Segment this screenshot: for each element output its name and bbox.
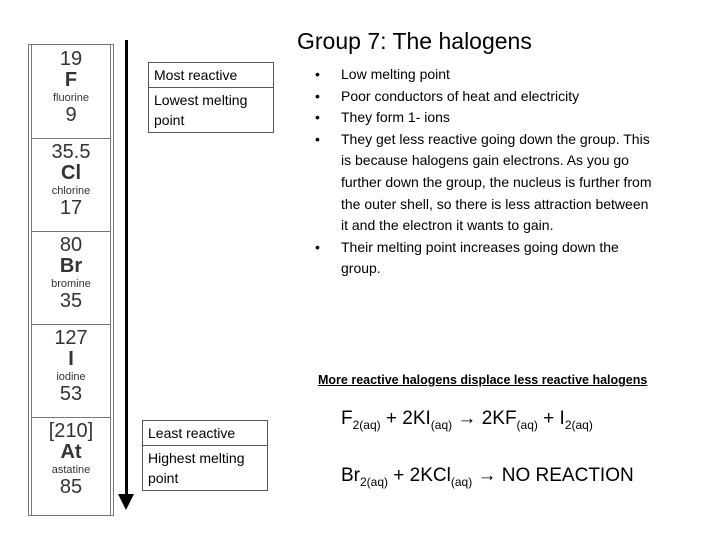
element-name: fluorine — [52, 92, 90, 104]
eq-reactant: + 2KCl — [388, 465, 451, 486]
element-symbol: I — [68, 348, 74, 370]
eq-state: (aq) — [450, 474, 473, 489]
lowest-melting-label: Lowest melting point — [149, 87, 273, 132]
list-item: • Their melting point increases going down the group. — [313, 237, 653, 280]
eq-state: (aq) — [516, 417, 538, 432]
top-property-box — [148, 62, 274, 133]
element-name: bromine — [51, 278, 91, 290]
halogen-column — [28, 44, 114, 516]
atomic-mass: 127 — [54, 327, 88, 349]
eq-state: (aq) — [430, 417, 453, 432]
bottom-property-box — [142, 420, 268, 491]
atomic-mass: 80 — [59, 234, 83, 256]
element-name: astatine — [51, 464, 91, 476]
column-edge-right — [110, 45, 111, 515]
element-iodine — [32, 324, 110, 418]
eq-product: 2KF — [476, 408, 517, 429]
atomic-number: 35 — [59, 290, 83, 312]
eq-state: 2(aq) — [360, 474, 389, 489]
element-astatine — [32, 417, 110, 510]
element-symbol: At — [60, 441, 82, 463]
element-name: iodine — [56, 371, 86, 383]
eq-state: 2(aq) — [564, 417, 593, 432]
page-title: Group 7: The halogens — [297, 28, 532, 54]
highest-melting-label: Highest melting point — [143, 445, 267, 490]
reaction-arrow-icon: → — [457, 408, 477, 429]
element-symbol: F — [64, 69, 78, 91]
eq-product: + I — [537, 408, 565, 429]
equation-bromine — [341, 465, 634, 489]
list-item: • They form 1- ions — [313, 107, 653, 129]
atomic-number: 53 — [59, 383, 83, 405]
most-reactive-label: Most reactive — [154, 67, 238, 83]
displacement-heading: More reactive halogens displace less reactive halogens — [318, 373, 648, 387]
atomic-number: 17 — [59, 197, 83, 219]
atomic-mass: 35.5 — [51, 141, 91, 163]
atomic-number: 9 — [65, 104, 77, 126]
list-item: • They get less reactive going down the group. This is because halogens gain electrons. As you go further down the group, the nucleus is further from the outer shell, so there is less attraction between it and the electron it wants to gain. — [313, 129, 653, 237]
eq-reactant: + 2KI — [380, 408, 431, 429]
element-name: chlorine — [51, 185, 91, 197]
atomic-mass: 19 — [59, 48, 83, 70]
element-chlorine — [32, 138, 110, 232]
atomic-number: 85 — [59, 476, 83, 498]
eq-result: NO REACTION — [496, 465, 634, 486]
equation-fluorine — [341, 408, 593, 432]
list-item: • Low melting point — [313, 64, 653, 86]
eq-reactant: Br — [341, 465, 360, 486]
eq-reactant: F — [341, 408, 353, 429]
least-reactive-label: Least reactive — [148, 425, 236, 441]
list-item: • Poor conductors of heat and electricity — [313, 86, 653, 108]
eq-state: 2(aq) — [352, 417, 381, 432]
element-fluorine — [32, 45, 110, 139]
element-bromine — [32, 231, 110, 325]
reaction-arrow-icon: → — [477, 465, 497, 486]
arrow-down-icon — [118, 494, 134, 510]
element-symbol: Br — [59, 255, 83, 277]
atomic-mass: [210] — [48, 420, 94, 442]
trend-arrow-shaft — [125, 40, 128, 496]
properties-list — [313, 64, 653, 280]
element-symbol: Cl — [61, 162, 81, 184]
